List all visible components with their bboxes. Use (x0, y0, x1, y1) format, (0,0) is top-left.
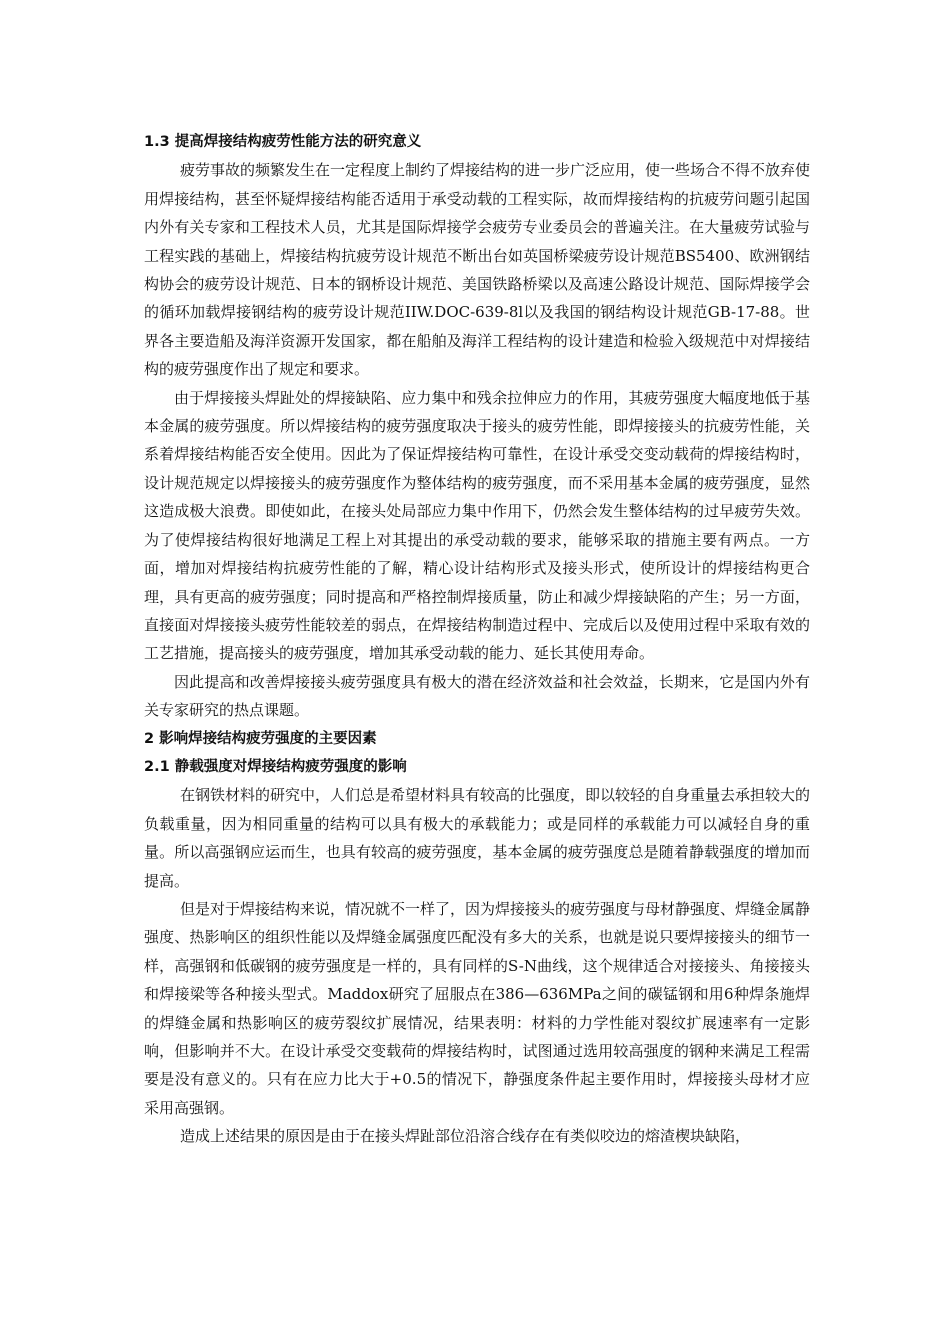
paragraph: 疲劳事故的频繁发生在一定程度上制约了焊接结构的进一步广泛应用，使一些场合不得不放弃使用焊接结构，甚至怀疑焊接结构能否适用于承受动载的工程实际，故而焊接结构的抗疲劳问题引起国内外有关专家和工程技术人员，尤其是国际焊接学会疲劳专业委员会的普遍关注。在大量疲劳试验与工程实践的基础上，焊接结构抗疲劳设计规范不断出台如英国桥梁疲劳设计规范BS5400、欧洲钢结构协会的疲劳设计规范、日本的钢桥设计规范、美国铁路桥梁以及高速公路设计规范、国际焊接学会的循环加载焊接钢结构的疲劳设计规范IIW.DOC-639-8l以及我国的钢结构设计规范GB-17-88。世界各主要造船及海洋资源开发国家，都在船舶及海洋工程结构的设计建造和检验入级规范中对焊接结构的疲劳强度作出了规定和要求。 (144, 161, 811, 379)
paragraph: 造成上述结果的原因是由于在接头焊趾部位沿溶合线存在有类似咬边的熔渣楔块缺陷， (180, 1127, 751, 1146)
section-heading-2: 2 影响焊接结构疲劳强度的主要因素 (144, 730, 377, 747)
document-page (144, 128, 810, 1151)
paragraph: 因此提高和改善焊接接头疲劳强度具有极大的潜在经济效益和社会效益，长期来，它是国内外有关专家研究的热点课题。 (144, 672, 810, 720)
paragraph: 由于焊接接头焊趾处的焊接缺陷、应力集中和残余拉伸应力的作用，其疲劳强度大幅度地低于基本金属的疲劳强度。所以焊接结构的疲劳强度取决于接头的疲劳性能，即焊接接头的抗疲劳性能，关系着焊接结构能否安全使用。因此为了保证焊接结构可靠性，在设计承受交变动载荷的焊接结构时，设计规范规定以焊接接头的疲劳强度作为整体结构的疲劳强度，而不采用基本金属的疲劳强度，显然这造成极大浪费。即使如此，在接头处局部应力集中作用下，仍然会发生整体结构的过早疲劳失效。为了使焊接结构很好地满足工程上对其提出的承受动载的要求，能够采取的措施主要有两点。一方面，增加对焊接结构抗疲劳性能的了解，精心设计结构形式及接头形式，使所设计的焊接结构更合理，具有更高的疲劳强度；同时提高和严格控制焊接质量，防止和减少焊接缺陷的产生；另一方面，直接面对焊接接头疲劳性能较差的弱点，在焊接结构制造过程中、完成后以及使用过程中采取有效的工艺措施，提高接头的疲劳强度，增加其承受动载的能力、延长其使用寿命。 (144, 388, 810, 663)
section-heading-2-1: 2.1 静载强度对焊接结构疲劳强度的影响 (144, 758, 407, 775)
section-heading-1-3: 1.3 提高焊接结构疲劳性能方法的研究意义 (144, 134, 422, 150)
paragraph: 但是对于焊接结构来说，情况就不一样了，因为焊接接头的疲劳强度与母材静强度、焊缝金属静强度、热影响区的组织性能以及焊缝金属强度匹配没有多大的关系，也就是说只要焊接接头的细节一样，高强钢和低碳钢的疲劳强度是一样的，具有同样的S-N曲线，这个规律适合对接接头、角接接头和焊接梁等各种接头型式。Maddox研究了屈服点在386—636MPa之间的碳锰钢和用6种焊条施焊的焊缝金属和热影响区的疲劳裂纹扩展情况，结果表明：材料的力学性能对裂纹扩展速率有一定影响，但影响并不大。在设计承受交变载荷的焊接结构时，试图通过选用较高强度的钢种来满足工程需要是没有意义的。只有在应力比大于+0.5的情况下，静强度条件起主要作用时，焊接接头母材才应采用高强钢。 (144, 899, 811, 1117)
paragraph: 在钢铁材料的研究中，人们总是希望材料具有较高的比强度，即以较轻的自身重量去承担较大的负载重量，因为相同重量的结构可以具有极大的承载能力；或是同样的承载能力可以减轻自身的重量。所以高强钢应运而生，也具有较高的疲劳强度，基本金属的疲劳强度总是随着静载强度的增加而提高。 (144, 786, 811, 890)
